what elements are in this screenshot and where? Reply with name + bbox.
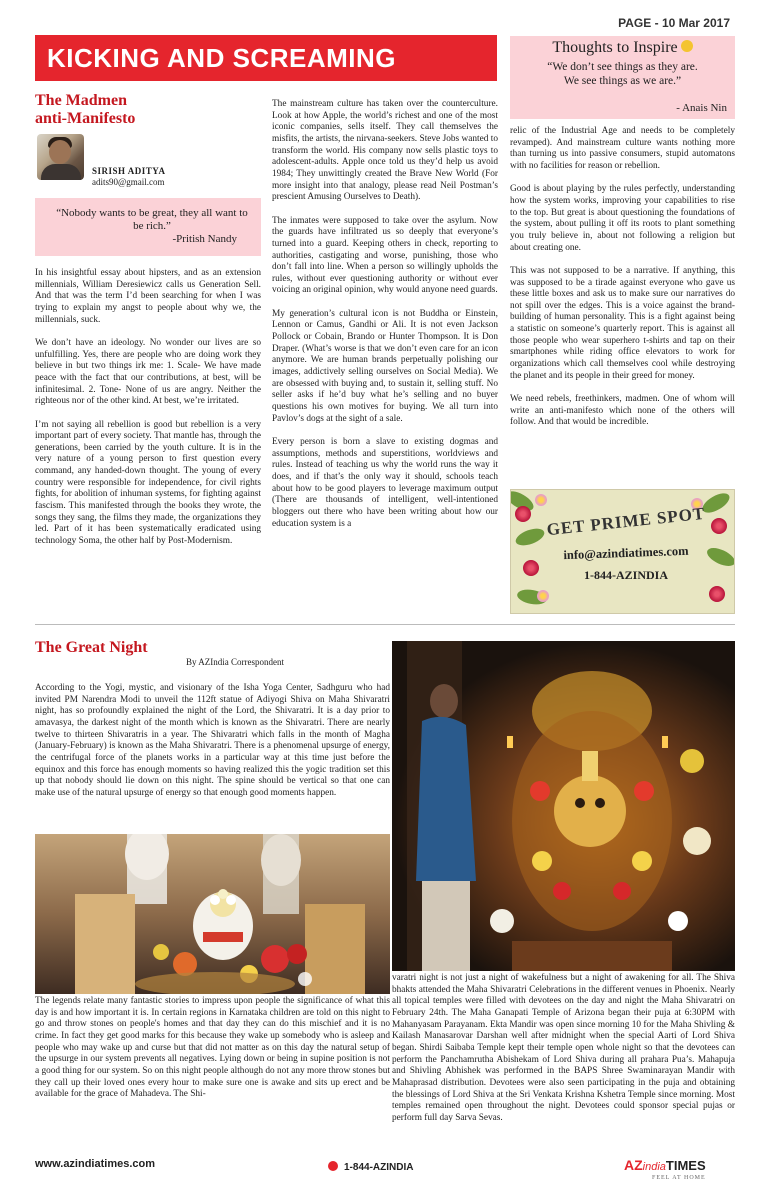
article-title: The Great Night	[35, 639, 148, 656]
paragraph: We don’t have an ideology. No wonder our lives are so unfulfilling. Yes, there are people who are doing work they believe in but two things irk me: 1. Scale- We have made peace with the fact that our contributions, at best, will be infinitesimal. 2. Tone- None of us are angry. Neither the righteous nor of the other kind. At best, we’re irritated.	[35, 337, 261, 407]
thoughts-quote: “We don’t see things as they are. We see things as we are.”	[547, 61, 698, 87]
temple-deity-photo	[392, 641, 735, 971]
paragraph: The mainstream culture has taken over the counterculture. Look at how Apple, the world’s richest and one of the most iconic companies, sells itself. They call themselves the misfits, the artists, the nirvana-seekers. Steve Jobs wanted to transform the world. His company now sells plastic toys to adolescent-adults. Apple once told us they’d help us avoid 1984; They unwittingly created the Brave New World (For more insight into that analogy, please read Neil Postman’s prescient Amusing Ourselves to Death).	[272, 99, 498, 203]
ad-phone: 1-844-AZINDIA	[584, 568, 668, 582]
pull-quote-box	[35, 198, 261, 256]
phone-icon	[328, 1161, 338, 1171]
article-body-top	[35, 683, 390, 811]
thoughts-to-inspire-box	[510, 36, 735, 119]
paragraph: The legends relate many fantastic stories to impress upon people the significance of what this day is and how important it is. In certain regions in Karnataka children are told on this night to go and throw stones on people's homes and that day they can do this mischief and it is no crime. In fact they get good marks for this because they wake up somebody who is asleep and people who may wake up and curse but that did not matter as on this day the natural setup of the upsurge in our system prevents all negatives. Lying down or being in supine position is not a good thing for our system. So on this night people although do not any more throw stones but they call up their loved ones every hour to make sure one is awake and sits up erect and be available for the grace of Mahadeva. The Shi-	[35, 996, 390, 1100]
footer-website-link[interactable]: www.azindiatimes.com	[35, 1158, 156, 1170]
footer-phone: 1-844-AZINDIA	[328, 1161, 413, 1173]
article-body-right	[392, 973, 735, 1136]
pull-quote-author: -Pritish Nandy	[172, 233, 237, 245]
ad-headline: GET PRIME SPOT	[545, 503, 707, 540]
paragraph: According to the Yogi, mystic, and visionary of the Isha Yoga Center, Sadhguru who had invited PM Narendra Modi to unveil the 112ft statue of Adiyogi Shiva on Maha Shivaratri night, has so profoundly explained the night of the Lord, the Shivaratri. It is a day prior to amavasya, the darkest night of the month which is known as the Shivaratri. There are nearly twelve to thirteen Shivaratris in a year. The Shivaratri which falls in the month of Magha (January-February) is known as the Maha Shivaratri. There is a phenomenal upsurge of energy, the centrifugal force of the planets works in a particular way at this time just before the equinox and this force has enough moments so having realized this the yogic tradition set this up that nobody should lie down on this night. The spine should be vertical so that one can make use of the natural upsurge of energy so that enough good moments happen.	[35, 683, 390, 798]
author-email[interactable]: adits90@gmail.com	[92, 177, 165, 187]
article-column-1	[35, 268, 261, 559]
article-title: The Madmen anti-Manifesto	[35, 92, 136, 127]
paragraph: Good is about playing by the rules perfectly, understanding how the system works, improving your capabilities to rise to the top. But great is about questioning the foundations of the system, about pulling it off its roots to plant something you truly believe in, about not following a religion but about creating one.	[510, 184, 735, 253]
section-divider	[35, 624, 735, 625]
section-banner-title: KICKING AND SCREAMING	[47, 43, 396, 73]
paragraph: In his insightful essay about hipsters, and as an extension millennials, William Deresiewicz calls us Generation Sell. And that was the term I’d been searching for when I was trying to explain my angst to people about why we, the millennials, suck.	[35, 268, 261, 325]
advertisement-prime-spot[interactable]	[510, 489, 735, 614]
article-column-2	[272, 99, 498, 542]
paragraph: This was not supposed to be a narrative. If anything, this was supposed to be a tirade against everyone who gave us these little boxes and ask us to make sure our narratives do not spill over the edges. This is a voice against the brand-building of human personality. This is a fight against being a statistic on someone’s quarterly report. This is against all those people who wear superhero t-shirts and tap on their smartphones while riding office elevators to work for organizations which call themselves cool while destroying the planet and its people in their greed for money.	[510, 265, 735, 381]
paragraph: The inmates were supposed to take over the asylum. Now the guards have infiltrated us so deeply that everyone’s turned into a guard. Keeping others in check, reporting to authorities, castigating and worse, punishing, those who don’t fall into line. When a person so willingly upholds the rules, without ever questioning authority or without ever voicing an original opinion, why would anyone need guards.	[272, 215, 498, 296]
az-india-times-logo: AZindiaTIMES FEEL AT HOME	[624, 1157, 706, 1181]
article-column-3	[510, 126, 735, 441]
paragraph: We need rebels, freethinkers, madmen. One of whom will write an anti-manifesto which none of the others will follow. And that would be incredible.	[510, 394, 735, 428]
ad-email[interactable]: info@azindiatimes.com	[563, 543, 689, 563]
pull-quote-text: “Nobody wants to be great, they all want to be rich.”	[56, 207, 248, 232]
smiley-icon	[681, 40, 693, 52]
paragraph: Every person is born a slave to existing dogmas and assumptions, methods and superstitions, worldviews and rules. Instead of teaching us why the world runs the way it does, and if that’s the only way it should, schools teach about how to be good players to leverage maximum output (There are thousands of intelligent, well-intentioned bloggers out there who have been writing about how our education system is a	[272, 436, 498, 529]
page-date-label: PAGE - 10 Mar 2017	[618, 16, 730, 30]
shivling-offering-photo	[35, 834, 390, 994]
paragraph: relic of the Industrial Age and needs to be completely revamped). And mainstream culture wants nothing more than turning us into passive consumers, stupid automatons with no facilities for reason or rebellion.	[510, 126, 735, 171]
paragraph: My generation’s cultural icon is not Buddha or Einstein, Lennon or Camus, Gandhi or Ali. It is not even Jackson Pollock or Cobain, Brando or Hunter Thompson. It is Don Draper. (What’s worse is that we don’t even care for an icon anymore. We are human brands perpetually polishing our images, addictively selling ourselves on Social Media). We are obsessed with buying and, to sustain it, selling stuff. No seller asks if he’d buy what he’s selling and no buyer questions his own motives for buying. We all turn into Pavlov’s dogs at the sight of a sale.	[272, 308, 498, 424]
author-avatar	[37, 134, 84, 180]
thoughts-author: - Anais Nin	[676, 102, 727, 114]
article-body-left	[35, 996, 390, 1113]
thoughts-title: Thoughts to Inspire	[510, 39, 735, 57]
paragraph: varatri night is not just a night of wakefulness but a night of awakening for all. The Shiva bhakts attended the Maha Shivaratri Celebrations in the different venues in Phoenix. Nearly all topical temples were filled with devotees on the day and night the Maha Shivaratri on February 24th. The Maha Ganapati Temple of Arizona began their puja at 6:30PM with Mahanyasam Parayanam. Ekta Mandir was open since morning 10 for the Maha Shivling & Kailash Manasarovar Darshan well after midnight when the special Aarti of Lord Shiva began. Shirdi Saibaba Temple kept their temple open whole night so that the devotees can perform the Panchamrutha Abishekam of Lord Shiva during all prahara Pua’s. Mahapuja and Shivling Abhishek was performed in the BAPS Shree Swaminarayan Mandir with Mahaprasad distribution. Devotees were also seen participating in the puja and obtaining the blessings of Lord Shiva at the Sri Venkata Krishna Kshetra Temple since morning. Most temples remained open throughout the night. Devotees could sponsor special pujas or perform full day Sarva Sevas.	[392, 973, 735, 1123]
paragraph: I’m not saying all rebellion is good but rebellion is a very important part of every society. That mantle has, through the generations, been carried by the youth culture. It is in the very nature of a young person to first question every command, any handed-down thought. The young of every country were responsible for independence, for civil rights fights, for abolition of inhuman systems, for fighting against fascism. This manifested through the books they wrote, the songs they sang, the films they made, the organizations they led. Part of it has been systematically eradicated using technology Soma, the other half by Post-Modernism.	[35, 419, 261, 547]
section-banner	[35, 35, 497, 81]
article-byline: By AZIndia Correspondent	[186, 657, 284, 667]
author-name: SIRISH ADITYA	[92, 166, 166, 176]
